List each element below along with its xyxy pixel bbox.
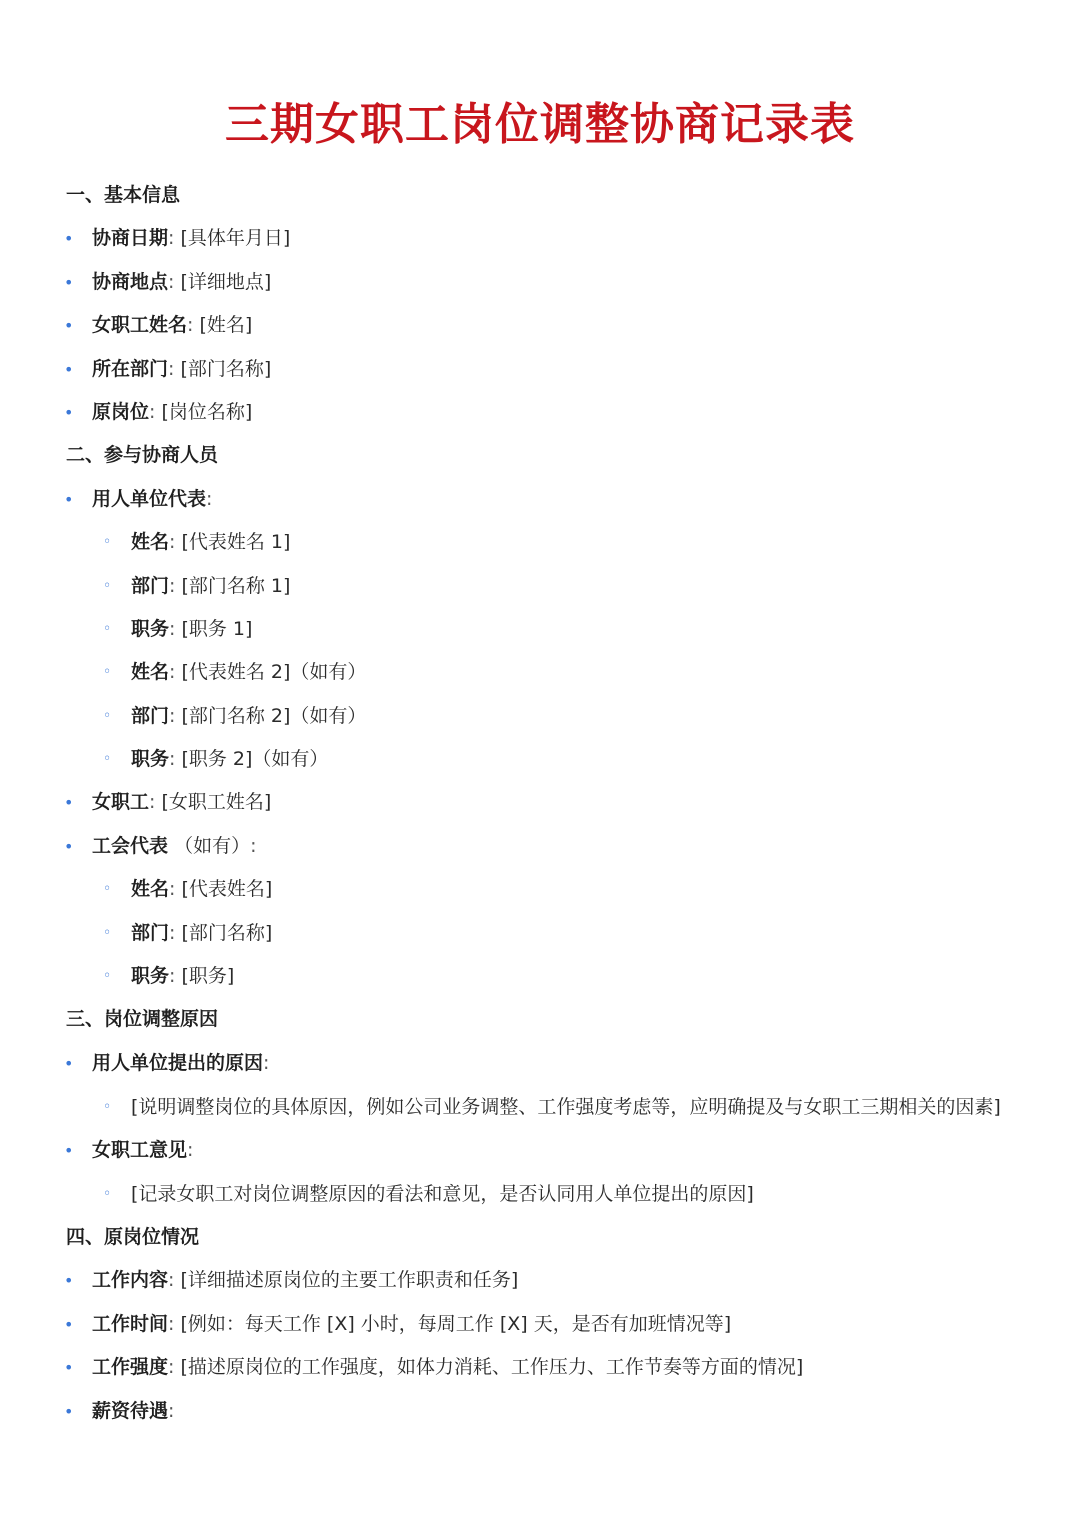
list-item [0,217,1080,260]
page-title: 三期女职工岗位调整协商记录表 [225,99,855,150]
field-label: 职务 [131,617,170,640]
field-separator: : [187,1139,194,1162]
bullet-dot-icon: • [64,359,74,379]
sub-list-item [0,651,1080,694]
field-separator: : [169,748,176,771]
bullet-circle-icon: ◦ [103,534,112,551]
field-separator: : [168,1269,175,1292]
field-separator: : [169,661,176,684]
bullet-circle-icon: ◦ [103,881,112,898]
bullet-circle-icon: ◦ [103,620,112,637]
field-label: 部门 [131,574,170,597]
list-item [0,1259,1080,1302]
field-separator: : [263,1051,270,1074]
bullet-dot-icon: • [64,1053,74,1073]
section-heading: 三、岗位调整原因 [66,1008,219,1031]
list-item [0,825,1080,868]
bullet-circle-icon: ◦ [103,664,112,681]
field-separator: : [206,487,213,510]
field-label: 工作强度 [92,1356,169,1379]
bullet-dot-icon: • [64,1141,74,1161]
field-label: 所在部门 [92,357,169,380]
field-label: 工会代表 [92,834,169,857]
list-item [0,348,1080,391]
bullet-dot-icon: • [64,1401,74,1421]
field-separator: : [169,617,176,640]
list-item [0,304,1080,347]
field-value: [岗位名称] [161,400,253,423]
bullet-dot-icon: • [64,793,74,813]
section-heading: 二、参与协商人员 [66,444,219,467]
field-value: [女职工姓名] [161,791,272,814]
field-label: 姓名 [131,661,170,684]
field-separator: : [168,1356,175,1379]
bullet-dot-icon: • [64,229,74,249]
field-label: 用人单位代表 [92,487,207,510]
field-separator: : [149,400,156,423]
field-separator: : [168,1399,175,1422]
field-value: [代表姓名] [181,878,273,901]
field-value: [详细地点] [180,270,272,293]
list-item [0,391,1080,434]
bullet-circle-icon: ◦ [103,968,112,985]
field-label: 姓名 [131,878,170,901]
bullet-circle-icon: ◦ [103,1099,112,1116]
bullet-dot-icon: • [64,1314,74,1334]
field-value: [职务 2]（如有） [181,748,329,771]
field-label: 部门 [131,921,170,944]
list-item [0,1346,1080,1389]
field-separator: : [169,878,176,901]
list-item [0,478,1080,521]
list-item [0,1390,1080,1433]
sub-list-item [0,1173,1080,1216]
field-value: [职务] [181,965,235,988]
bullet-dot-icon: • [64,836,74,856]
field-separator: : [168,357,175,380]
field-value: [部门名称 2]（如有） [181,704,367,727]
field-separator: : [169,704,176,727]
field-label: 职务 [131,748,170,771]
document-body [0,174,1080,1433]
field-label: 职务 [131,965,170,988]
field-separator: : [250,834,257,857]
bullet-circle-icon: ◦ [103,924,112,941]
bullet-dot-icon: • [64,402,74,422]
sub-list-item [0,1085,1080,1129]
field-label: 部门 [131,704,170,727]
field-separator: : [168,270,175,293]
bullet-circle-icon: ◦ [103,1185,112,1202]
field-detail: [记录女职工对岗位调整原因的看法和意见，是否认同用人单位提出的原因] [131,1182,754,1205]
field-label: 姓名 [131,531,170,554]
field-value: [部门名称 1] [181,574,291,597]
sub-list-item [0,912,1080,955]
bullet-dot-icon: • [64,316,74,336]
bullet-dot-icon: • [64,489,74,509]
sub-list-item [0,608,1080,651]
list-item [0,1129,1080,1172]
bullet-dot-icon: • [64,272,74,292]
field-value: [代表姓名 1] [181,531,291,554]
section-heading: 四、原岗位情况 [66,1225,200,1248]
bullet-circle-icon: ◦ [103,707,112,724]
field-label: 女职工意见 [92,1139,188,1162]
field-separator: : [169,921,176,944]
field-value: [具体年月日] [180,227,291,250]
field-value: [部门名称] [181,921,273,944]
field-label: 协商日期 [92,227,169,250]
sub-list-item [0,695,1080,738]
field-label: 协商地点 [92,270,169,293]
field-separator: : [168,1312,175,1335]
bullet-dot-icon: • [64,1358,74,1378]
sub-list-item [0,521,1080,564]
field-value: [详细描述原岗位的主要工作职责和任务] [180,1269,519,1292]
field-label: 用人单位提出的原因 [92,1051,264,1074]
list-item [0,781,1080,824]
bullet-circle-icon: ◦ [103,577,112,594]
field-label: 薪资待遇 [92,1399,169,1422]
field-separator: : [187,314,194,337]
field-label: 原岗位 [92,400,150,423]
field-label: 女职工姓名 [92,314,188,337]
field-value: [代表姓名 2]（如有） [181,661,367,684]
field-value: [部门名称] [180,357,272,380]
bullet-circle-icon: ◦ [103,751,112,768]
field-label: 工作时间 [92,1312,169,1335]
field-value: [职务 1] [181,617,253,640]
sub-list-item [0,738,1080,781]
field-label: 工作内容 [92,1269,169,1292]
field-note: （如有） [174,834,251,857]
sub-list-item [0,868,1080,911]
list-item [0,261,1080,304]
list-item [0,1042,1080,1085]
sub-list-item [0,565,1080,608]
field-value: [例如：每天工作 [X] 小时，每周工作 [X] 天，是否有加班情况等] [180,1312,732,1335]
sub-list-item [0,955,1080,998]
field-label: 女职工 [92,791,150,814]
section-heading: 一、基本信息 [66,184,181,206]
list-item [0,1303,1080,1346]
field-detail: [说明调整岗位的具体原因，例如公司业务调整、工作强度考虑等，应明确提及与女职工三期相关的因素] [131,1096,1001,1119]
field-separator: : [169,965,176,988]
field-separator: : [169,531,176,554]
field-value: [描述原岗位的工作强度，如体力消耗、工作压力、工作节奏等方面的情况] [180,1356,804,1379]
field-separator: : [149,791,156,814]
field-separator: : [169,574,176,597]
field-value: [姓名] [199,314,253,337]
bullet-dot-icon: • [64,1271,74,1291]
field-separator: : [168,227,175,250]
